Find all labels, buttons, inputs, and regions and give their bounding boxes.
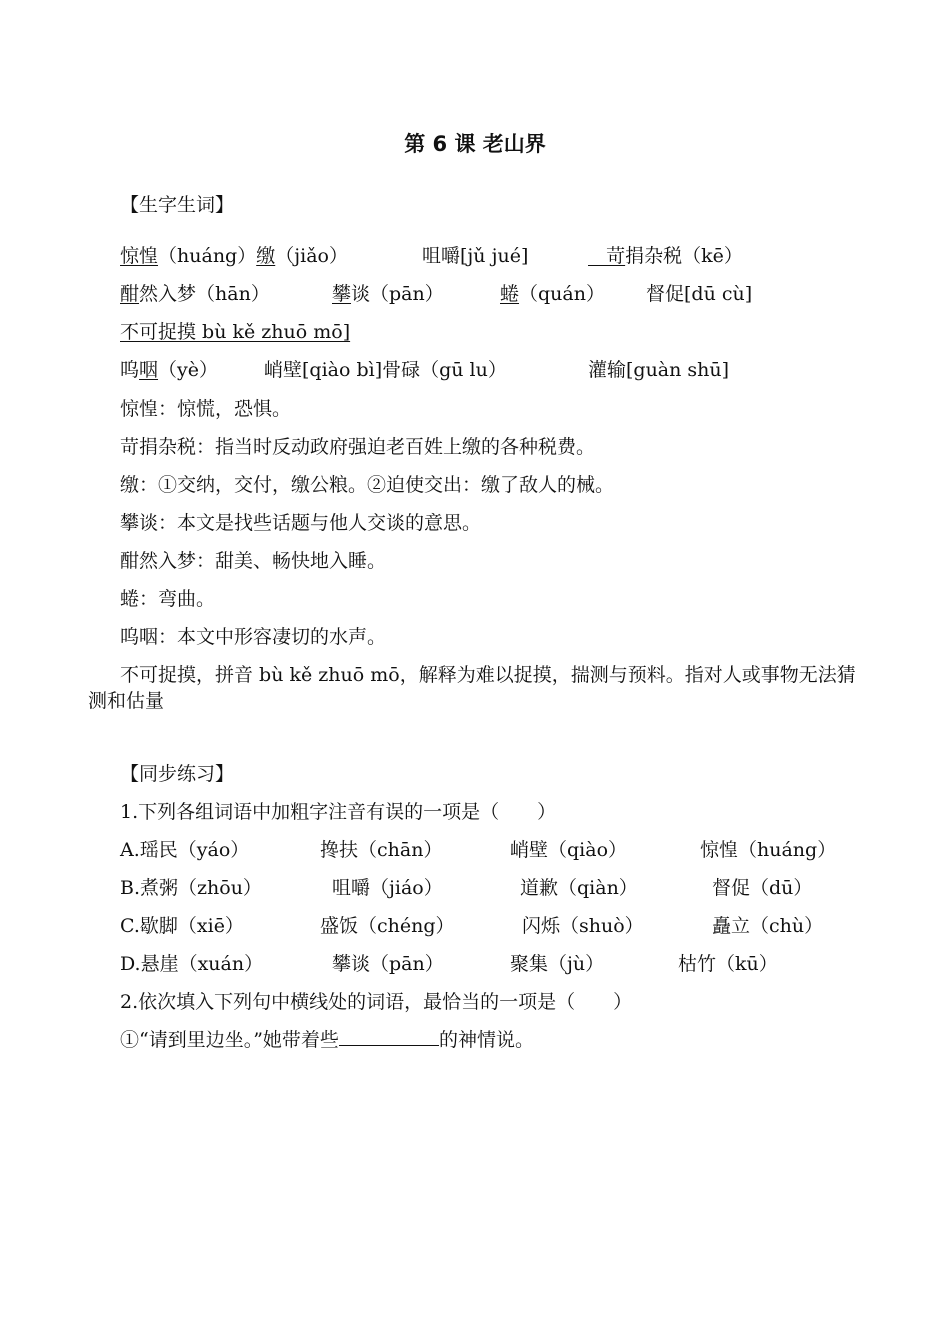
option-item: 峭壁（qiào）: [510, 839, 628, 861]
option-item: 盛饭（chéng）: [320, 915, 455, 937]
vocab-item: 灌输[guàn shū]: [588, 359, 730, 381]
vocab-word: 蜷: [500, 283, 520, 305]
question-1-option-c: [120, 913, 860, 939]
vocab-row-1: [120, 243, 840, 269]
definition: 呜咽：本文中形容凄切的水声。: [120, 626, 387, 648]
definition: 攀谈：本文是找些话题与他人交谈的意思。: [120, 512, 482, 534]
fill-blank: [339, 1027, 439, 1046]
section-heading-practice: 【同步练习】: [120, 763, 235, 785]
sentence-text: ①“请到里边坐。”她带着些: [120, 1029, 339, 1051]
question-1-option-a: [120, 837, 860, 863]
option-item: 道歉（qiàn）: [520, 877, 638, 899]
option-item: D.悬崖（xuán）: [120, 953, 264, 975]
vocab-word: 惊惶: [120, 245, 159, 267]
option-item: 咀嚼（jiáo）: [332, 877, 443, 899]
vocab-pinyin: （huáng）: [158, 245, 257, 267]
vocab-row-3: 不可捉摸 bù kě zhuō mō]: [120, 321, 351, 343]
definition: 惊惶：惊慌，恐惧。: [120, 398, 292, 420]
question-2-stem: 2.依次填入下列句中横线处的词语，最恰当的一项是（ ）: [120, 991, 633, 1013]
sentence-text: 的神情说。: [438, 1029, 534, 1051]
option-item: B.煮粥（zhōu）: [120, 877, 262, 899]
option-item: A.瑶民（yáo）: [120, 839, 250, 861]
option-item: 督促（dū）: [712, 877, 813, 899]
option-item: 枯竹（kū）: [678, 953, 778, 975]
vocab-word: 攀: [332, 283, 352, 305]
option-item: C.歇脚（xiē）: [120, 915, 244, 937]
definition: 缴：①交纳，交付，缴公粮。②迫使交出：缴了敌人的械。: [120, 474, 615, 496]
vocab-pinyin: 捐杂税（kē）: [625, 245, 743, 267]
option-item: 矗立（chù）: [712, 915, 824, 937]
option-item: 惊惶（huáng）: [700, 839, 837, 861]
vocab-item: 峭壁[qiào bì]骨碌（gū lu）: [264, 359, 507, 381]
option-item: 攀谈（pān）: [332, 953, 444, 975]
question-1-option-b: [120, 875, 860, 901]
option-item: 闪烁（shuò）: [522, 915, 644, 937]
vocab-pinyin: 然入梦（hān）: [139, 283, 270, 305]
option-item: 搀扶（chān）: [320, 839, 443, 861]
vocab-pinyin: （jiǎo）: [275, 245, 348, 267]
section-heading-vocab: 【生字生词】: [120, 194, 235, 216]
option-item: 聚集（jù）: [510, 953, 605, 975]
vocab-pinyin: 谈（pān）: [351, 283, 444, 305]
vocab-word: 苛: [588, 245, 626, 267]
definition: 苛捐杂税：指当时反动政府强迫老百姓上缴的各种税费。: [120, 436, 596, 458]
question-1-option-d: [120, 951, 860, 977]
vocab-pinyin: （quán）: [519, 283, 605, 305]
definition: 蜷：弯曲。: [120, 588, 216, 610]
vocab-item: 督促[dū cù]: [646, 283, 753, 305]
vocab-row-2: [120, 281, 840, 307]
question-1-stem: 1.下列各组词语中加粗字注音有误的一项是（ ）: [120, 801, 557, 823]
vocab-row-4: [120, 357, 840, 383]
vocab-item: 咀嚼[jǔ jué]: [422, 245, 529, 267]
vocab-word: 缴: [256, 245, 276, 267]
vocab-word: 酣: [120, 283, 140, 305]
vocab-pinyin: （yè）: [158, 359, 219, 381]
question-2-sentence-1: [120, 1027, 534, 1053]
vocab-word: 呜: [120, 359, 140, 381]
vocab-word: 咽: [139, 359, 159, 381]
page-title: 第 6 课 老山界: [404, 132, 546, 156]
explanation-paragraph: 不可捉摸，拼音 bù kě zhuō mō，解释为难以捉摸，揣测与预料。指对人或事物无法猜测和估量: [88, 664, 856, 712]
definition: 酣然入梦：甜美、畅快地入睡。: [120, 550, 387, 572]
